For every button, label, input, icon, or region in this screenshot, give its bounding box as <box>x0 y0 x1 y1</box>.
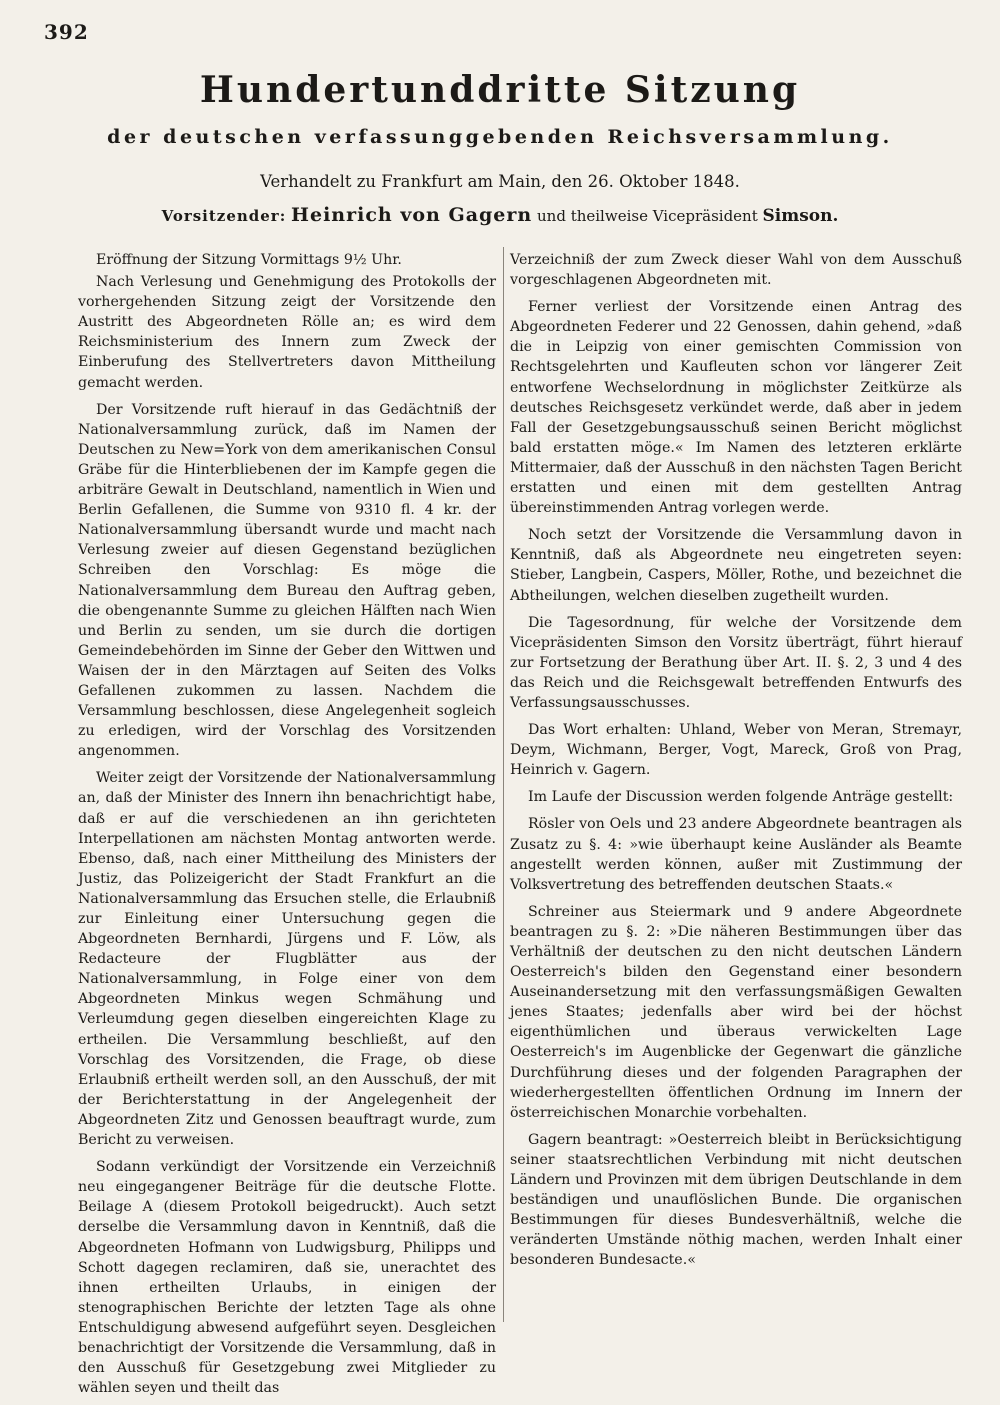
column-divider <box>503 247 504 1322</box>
session-title: Hundertunddritte Sitzung <box>199 69 801 111</box>
paragraph: Noch setzt der Vorsitzende die Versammlung davon in Kenntniß, daß als Abgeordnete neu eingetreten seyen: Stieber, Langbein, Caspers, Möller, Rothe, und bezeichnet die Abtheilungen, welchen dieselben zugetheilt wurden. <box>510 527 962 604</box>
paragraph: Nach Verlesung und Genehmigung des Protokolls der vorhergehenden Sitzung zeigt der Vorsitzende den Austritt des Abgeordneten Rölle an; es wird dem Reichsministerium des Innern zum Zweck der Einberufung des Stellvertreters davon Mittheilung gemacht werden. <box>78 274 496 391</box>
paragraph: Gagern beantragt: »Oesterreich bleibt in Berücksichtigung seiner staatsrechtlichen Verbindung mit nicht deutschen Ländern und Provinzen mit dem übrigen Deutschlande in dem beständigen und unauflöslichen Bunde. Die organischen Bestimmungen für dieses Bundesverhältniß, welche die veränderten Umstände nöthig machen, werden Inhalt einer besonderen Bundesacte.« <box>510 1131 962 1269</box>
vice-president-name: Simson. <box>762 206 839 226</box>
right-column <box>510 250 962 1278</box>
president-name: Heinrich von Gagern <box>291 204 533 226</box>
paragraph: Verzeichniß der zum Zweck dieser Wahl von dem Ausschuß vorgeschlagenen Abgeordneten mit. <box>510 252 962 289</box>
paragraph: Weiter zeigt der Vorsitzende der Nationalversammlung an, daß der Minister des Innern ihn benachrichtigt habe, daß er auf die verschiedenen an ihn gerichteten Interpellationen am nächsten Montag antworten werde. Ebenso, daß, nach einer Mittheilung des Ministers der Justiz, das Polizeigericht der Stadt Frankfurt an die Nationalversammlung das Ersuchen stelle, die Erlaubniß zur Einleitung einer Untersuchung gegen die Abgeordneten Bernhardi, Jürgens und F. Löw, als Redacteure der Flugblätter aus der Nationalversammlung, in Folge einer von dem Abgeordneten Minkus wegen Schmähung und Verleumdung gegen dieselben eingereichten Klage zu ertheilen. Die Versammlung beschließt, auf den Vorschlag des Vorsitzenden, die Frage, ob diese Erlaubniß ertheilt werden soll, an den Ausschuß, der mit der Berichterstattung in der Angelegenheit der Abgeordneten Zitz und Genossen beauftragt wurde, zum Bericht zu verweisen. <box>78 770 496 1149</box>
paragraph: Der Vorsitzende ruft hierauf in das Gedächtniß der Nationalversammlung zurück, daß im Namen der Deutschen zu New=York von dem amerikanischen Consul Gräbe für die Hinterbliebenen der im Kampfe gegen die arbiträre Gewalt in Deutschland, namentlich in Wien und Berlin Gefallenen, die Summe von 9310 fl. 4 kr. der Nationalversammlung übersandt wurde und macht nach Verlesung zweier auf diesen Gegenstand bezüglichen Schreiben den Vorschlag: Es möge die Nationalversammlung dem Bureau den Auftrag geben, die obengenannte Summe zu gleichen Hälften nach Wien und Berlin zu senden, um sie durch die dortigen Gemeindebehörden im Sinne der Geber den Wittwen und Waisen der in den Märztagen auf Seiten des Volks Gefallenen zukommen zu lassen. Nachdem die Versammlung beschlossen, diese Angelegenheit sogleich zu erledigen, wird der Vorschlag des Vorsitzenden angenommen. <box>78 401 496 760</box>
paragraph: Sodann verkündigt der Vorsitzende ein Verzeichniß neu eingegangener Beiträge für die deutsche Flotte. Beilage A (diesem Protokoll beigedruckt). Auch setzt derselbe die Versammlung davon in Kenntniß, daß die Abgeordneten Hofmann von Ludwigsburg, Philipps und Schott dagegen reclamiren, daß sie, unerachtet des ihnen ertheilten Urlaubs, in einigen der stenographischen Berichte der letzten Tage als ohne Entschuldigung abwesend aufgeführt seyen. Desgleichen benachrichtigt der Vorsitzende die Versammlung, daß in den Ausschuß für Gesetzgebung zwei Mitglieder zu wählen seyen und theilt das <box>78 1159 496 1397</box>
paragraph: Ferner verliest der Vorsitzende einen Antrag des Abgeordneten Federer und 22 Genossen, dahin gehend, »daß die in Leipzig von einer gemischten Commission von Rechtsgelehrten und Kaufleuten schon vor längerer Zeit entworfene Wechselordnung in möglichster Zeitkürze als deutsches Reichsgesetz verkündet werde, daß aber in jedem Fall der Gesetzgebungsausschuß seinen Bericht möglichst bald erstatten möge.« Im Namen des letzteren erklärte Mittermaier, daß der Ausschuß in den nächsten Tagen Bericht erstatten und einen mit dem gestellten Antrag übereinstimmenden Antrag vorlegen werde. <box>510 299 962 517</box>
chair-label: Vorsitzender: <box>161 207 287 225</box>
chair-mid-text: und theilweise Vicepräsident <box>537 207 758 225</box>
paragraph: Rösler von Oels und 23 andere Abgeordnete beantragen als Zusatz zu §. 4: »wie überhaupt keine Ausländer als Beamte angestellt werden können, außer mit Zustimmung der Volksvertretung des betreffenden deutschen Staats.« <box>510 816 962 893</box>
page-number: 392 <box>44 20 89 44</box>
paragraph: Die Tagesordnung, für welche der Vorsitzende dem Vicepräsidenten Simson den Vorsitz überträgt, führt hierauf zur Fortsetzung der Berathung über Art. II. §. 2, 3 und 4 des das Reich und die Reichsgewalt betreffenden Entwurfs des Verfassungsausschusses. <box>510 614 962 711</box>
paragraph: Schreiner aus Steiermark und 9 andere Abgeordnete beantragen zu §. 2: »Die näheren Bestimmungen über das Verhältniß der deutschen zu den nicht deutschen Ländern Oesterreich's bilden den Gegenstand einer besondern Auseinandersetzung mit den verfassungsmäßigen Gewalten jenes Staates; jedenfalls aber wird bei der höchst eigenthümlichen und überaus verwickelten Lage Oesterreich's im Augenblicke der Gegenwart die gänzliche Durchführung dieses und der folgenden Paragraphen der wiederhergestellten öffentlichen Ordnung im Innern der österreichischen Monarchie vorbehalten. <box>510 903 962 1121</box>
paragraph: Eröffnung der Sitzung Vormittags 9½ Uhr. <box>96 252 402 268</box>
left-column <box>78 250 496 1405</box>
chair-line <box>0 202 1000 229</box>
paragraph: Das Wort erhalten: Uhland, Weber von Meran, Stremayr, Deym, Wichmann, Berger, Vogt, Mareck, Groß von Prag, Heinrich v. Gagern. <box>510 722 962 779</box>
dateline: Verhandelt zu Frankfurt am Main, den 26. Oktober 1848. <box>260 172 740 191</box>
session-subtitle: der deutschen verfassunggebenden Reichsversammlung. <box>107 126 893 148</box>
paragraph: Im Laufe der Discussion werden folgende Anträge gestellt: <box>528 789 954 806</box>
